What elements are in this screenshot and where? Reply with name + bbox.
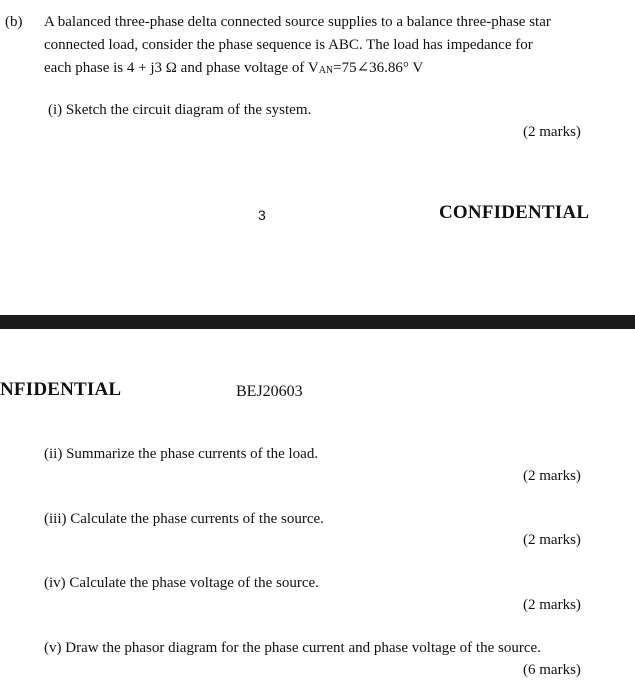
header-confidential: NFIDENTIAL: [0, 379, 122, 400]
part-iv-marks: (2 marks): [523, 597, 581, 613]
course-code: BEJ20603: [236, 383, 303, 400]
part-iii-marks: (2 marks): [523, 532, 581, 548]
question-line-2: connected load, consider the phase sequence is ABC. The load has impedance for: [44, 37, 533, 53]
question-line-3-suffix: =75∠36.86° V: [333, 60, 424, 76]
part-v-text: (v) Draw the phasor diagram for the phase current and phase voltage of the source.: [44, 640, 541, 656]
part-ii-text: (ii) Summarize the phase currents of the load.: [44, 446, 319, 462]
part-iii-text: (iii) Calculate the phase currents of the source.: [44, 511, 324, 527]
question-line-3-prefix: each phase is 4 + j3 Ω and phase voltage of V: [44, 60, 319, 76]
part-ii-marks: (2 marks): [523, 468, 581, 484]
part-i-marks: (2 marks): [523, 124, 581, 140]
page-number: 3: [258, 207, 266, 223]
question-label: (b): [5, 14, 23, 30]
footer-confidential: CONFIDENTIAL: [439, 202, 590, 223]
voltage-subscript: AN: [318, 65, 334, 76]
part-iv-text: (iv) Calculate the phase voltage of the source.: [44, 575, 319, 591]
part-i-text: (i) Sketch the circuit diagram of the system.: [48, 102, 312, 118]
question-line-3: [44, 57, 423, 82]
question-line-1: A balanced three-phase delta connected source supplies to a balance three-phase star: [44, 14, 551, 30]
page-break-divider: [0, 315, 635, 329]
part-v-marks: (6 marks): [523, 662, 581, 678]
